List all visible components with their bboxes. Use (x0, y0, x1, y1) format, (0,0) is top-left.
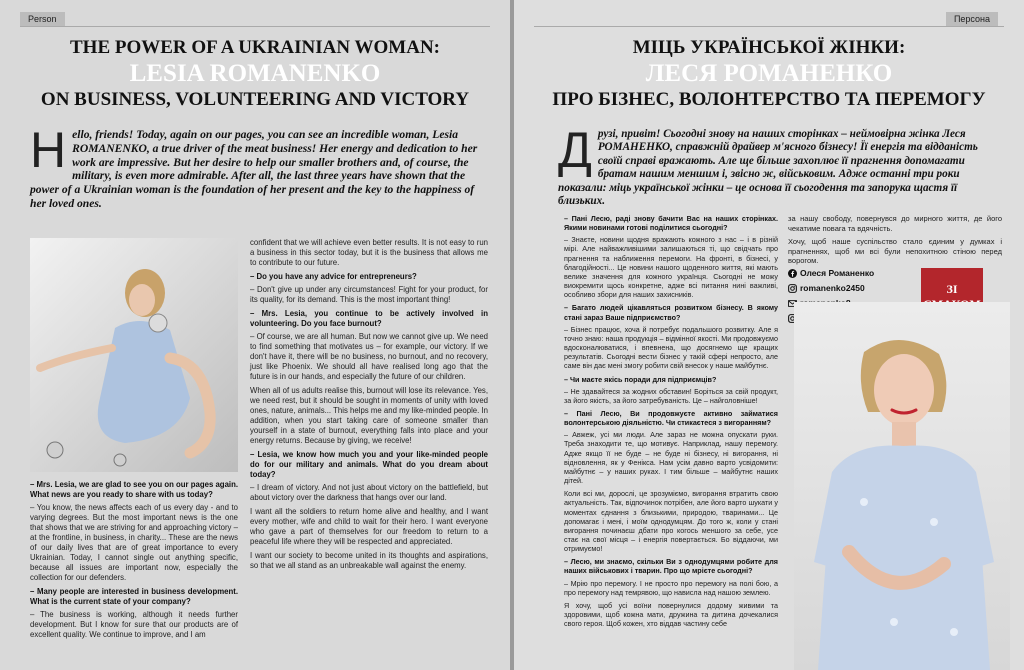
article-title (10, 38, 500, 110)
title-line: МІЦЬ УКРАЇНСЬКОЇ ЖІНКИ: (632, 37, 906, 58)
interview-answer: I want all the soldiers to return home alive and healthy, and I want every mother, wife and child to wait for their hero. I want everyone who gave a part of themselves for our freedom to return to a peaceful life where they will be respected and appreciated. (250, 507, 488, 546)
text-column-2 (788, 214, 1002, 270)
intro-paragraph (30, 122, 488, 211)
title-subline: ПРО БІЗНЕС, ВОЛОНТЕРСТВО ТА ПЕРЕМОГУ (552, 89, 986, 111)
intro-text: ello, friends! Today, again on our pages, you can see an incredible woman, Lesia ROMANENKO, a true driver of the meat business! Her energy and dedication to her work are impressive. But her desire to help our smaller brothers and, of course, the military, is even more admirable. After all, the last three years have shown that the power of a Ukrainian woman is the foundation of her present and the key to the happiness of her loved ones. (30, 128, 478, 210)
social-instagram[interactable] (788, 281, 874, 296)
title-subline: ON BUSINESS, VOLUNTEERING AND VICTORY (40, 89, 470, 111)
facebook-icon (788, 269, 797, 278)
interview-answer: – Знаєте, новини щодня вражають кожного з нас – і в різній мірі. Але найважливішими залишаються ті, що свідчать про прагнення та наближення перемоги. На фронті, в бізнесі, у благодійності... Це новини нашого щоденного життя, які мають велике значення для кожного українця. Сьогодні не можу виокремити щось конкретне, адже всі питання нині важливі, особливо збори для наших захисників. (564, 235, 778, 300)
logo-title: ЗІ (946, 282, 958, 296)
drop-cap: Д (558, 122, 592, 178)
interview-question: – Пані Лесю, Ви продовжуєте активно займатися волонтерською діяльністю. Чи стикаєтеся з вигоранням? (564, 408, 778, 428)
instagram-icon (788, 284, 797, 293)
interview-question: – Чи маєте якісь поради для підприємців? (564, 374, 717, 384)
text-column-1 (564, 214, 778, 632)
interview-answer: – Of course, we are all human. But now we cannot give up. We need to find something that motivates us – for example, our victory. If we don't have it, there will be no business, no burnout, and no recovery, just like Phoenix. We should all have realised long ago that the future is in our hands, and especially the future of our children. (250, 332, 488, 381)
section-tag: Person (20, 12, 65, 26)
interview-answer: – Авжеж, усі ми люди. Але зараз не можна опускати руки. Треба знаходити те, що мотивує. Наприклад, нашу перемогу. Адже якщо її не буде – не буде ні бізнесу, ні вигорання, ні відновлення, як у Фенікса. Нам усім давно варто усвідомити: майбутнє – у наших руках. І тим більше – майбутнє наших дітей. (564, 430, 778, 486)
intro-text: рузі, привіт! Сьогодні знову на наших сторінках – неймовірна жінка Леся РОМАНЕНКО, справжній драйвер м'ясного бізнесу! Її енергія та відданість своїй справі вражають. Але ще більше захоплює її прагнення допомагати братам нашим меншим і, звісно ж, військовим. Адже останні три роки показали: міць української жінки – це основа її сьогодення та запорука щастя її близьких. (558, 128, 978, 208)
header-rule (534, 26, 1004, 27)
interview-question: – Mrs. Lesia, you continue to be actively involved in volunteering. Do you face burnout? (250, 309, 488, 328)
interview-answer: – The business is working, although it needs further development. But I know for sure that our products are of excellent quality. We continue to improve, and I am (30, 610, 238, 639)
title-name: ЛЕСЯ РОМАНЕНКО (645, 59, 893, 87)
social-facebook[interactable] (788, 266, 874, 281)
interview-answer: – I dream of victory. And not just about victory on the battlefield, but about victory over the darkness that hangs over our land. (250, 483, 488, 502)
text-column-2 (250, 238, 488, 575)
interview-answer: – Бізнес працює, хоча й потребує подальшого розвитку. Але я точно знаю: наша продукція – відмінної якості. Ми продовжуємо вдосконалюватися, і впевнена, що досягнемо ще кращих результатів. Сьогодні вести бізнес у такій сфері непросто, але саме він дає мені змогу робити свій внесок у наше майбутнє. (564, 324, 778, 371)
interview-answer: за нашу свободу, повернувся до мирного життя, де його чекатиме повага та вдячність. (788, 214, 1002, 233)
drop-cap: H (30, 122, 67, 178)
section-tag: Персона (946, 12, 998, 26)
interview-question: – Many people are interested in business development. What is the current state of your company? (30, 587, 238, 606)
header-rule (20, 26, 490, 27)
interview-answer: – You know, the news affects each of us every day - and to varying degrees. But the most important news is the one that shows that we are striving for and approaching victory – at the frontline, in business, in charity... These are the news of our daily lives that are of great importance to every Ukrainian. Today, I cannot single out anything specific, because all issues are important now, especially the collection for our defenders. (30, 503, 238, 582)
interview-question: – Пані Лесю, раді знову бачити Вас на наших сторінках. Якими новинами готові поділитися сьогодні? (564, 214, 778, 233)
portrait-photo (30, 238, 238, 472)
intro-paragraph (558, 122, 998, 208)
interview-question: – Багато людей цікавляться розвитком бізнесу. В якому стані зараз Ваше підприємство? (564, 303, 778, 322)
interview-answer: Коли всі ми, дорослі, це зрозуміємо, вигорання втратить свою актуальність. Так, відпочинок потрібен, але його варто шукати у моментах єднання з близькими, природою, тваринами... Це допомагає і мені, і моїм однодумцям. До того ж, коли у стані вигорання починаєш дбати про когось меншого за себе, усе стає на свої місця – і енергія повертається. Бо віддаючи, ми отримуємо! (564, 489, 778, 554)
interview-question: – Mrs. Lesia, we are glad to see you on our pages again. What news are you ready to share with us today? (30, 480, 238, 499)
portrait-photo (794, 302, 1010, 670)
interview-answer: Я хочу, щоб усі воїни повернулися додому живими та здоровими, щоб кожна мати, дружина та дитина дочекалися свого героя. Щоб кожен, хто віддав частину себе (564, 600, 778, 629)
title-line: THE POWER OF A UKRAINIAN WOMAN: (70, 37, 440, 58)
interview-answer: I want our society to become united in its thoughts and aspirations, so that we all stand as an unbreakable wall against the enemy. (250, 551, 488, 570)
interview-answer: confident that we will achieve even better results. It is not easy to run a business in this sector today, but it is the business that allows me to contribute to our future. (250, 238, 488, 267)
left-page (0, 0, 510, 670)
interview-question: – Lesia, we know how much you and your like-minded people do for our military and animals. What do you dream about today? (250, 450, 488, 479)
article-title (534, 38, 1004, 110)
right-page (514, 0, 1024, 670)
interview-answer: When all of us adults realise this, burnout will lose its relevance. Yes, we need rest, but it should be sought in moments of unity with loved ones, nature, animals... This helps me and my like-minded people. In addition, when you start taking care of someone smaller than yourself in a state of burnout, everything falls into place and your energy returns. Because by giving, we receive! (250, 386, 488, 445)
social-text: Олеся Романенко (800, 268, 875, 278)
woman-seated-illustration (30, 238, 238, 472)
interview-answer: – Не здавайтеся за жодних обставин! Боріться за свій продукт, за його якість, за його затребуваність. Це – найголовніше! (564, 386, 778, 405)
interview-question: – Do you have any advice for entrepreneurs? (250, 272, 417, 281)
interview-answer: – Мрію про перемогу. І не просто про перемогу на полі бою, а про перемогу над темрявою, що нависла над нашою землею. (564, 578, 778, 597)
social-text: romanenko2450 (800, 283, 865, 293)
interview-answer: Хочу, щоб наше суспільство стало єдиним у думках і прагненнях, щоб ми всі були непохитною стіною перед ворогом. (788, 237, 1002, 265)
interview-answer: – Don't give up under any circumstances! Fight for your product, for its quality, for its demand. This is the most important thing! (250, 285, 488, 304)
woman-standing-illustration (794, 302, 1010, 670)
text-column-1 (30, 480, 238, 644)
interview-question: – Лесю, ми знаємо, скільки Ви з однодумцями робите для наших військових і тварин. Про що мрієте сьогодні? (564, 557, 778, 576)
title-name: LESIA ROMANENKO (129, 59, 381, 87)
